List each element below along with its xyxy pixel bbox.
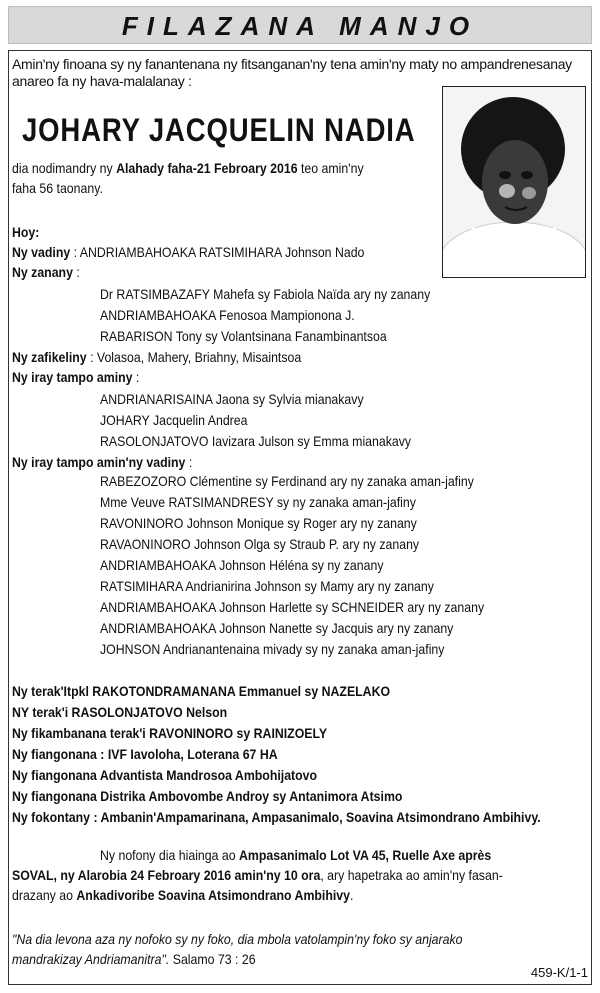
deceased-name: JOHARY JACQUELIN NADIA — [22, 112, 416, 148]
vadiny-value: : ANDRIAMBAHOAKA RATSIMIHARA Johnson Nado — [70, 244, 365, 260]
iray-tampo-vadiny-colon: : — [185, 454, 193, 470]
list-item: JOHARY Jacquelin Andrea — [100, 412, 248, 428]
funeral-l1-b: Ampasanimalo Lot VA 45, Ruelle Axe après — [239, 847, 492, 863]
vadiny-label: Ny vadiny — [12, 244, 71, 260]
funeral-l2-a: SOVAL, ny Alarobia 24 Febroary 2016 amin'ny 10 ora — [12, 867, 321, 883]
list-item: RATSIMIHARA Andrianirina Johnson sy Mamy ary ny zanany — [100, 578, 434, 594]
list-item: JOHNSON Andrianantenaina mivady sy ny zanaka aman-jafiny — [100, 641, 445, 657]
funeral-line-1 — [100, 847, 491, 864]
zanany-label: Ny zanany — [12, 264, 73, 280]
list-item: ANDRIANARISAINA Jaona sy Sylvia mianakavy — [100, 391, 364, 407]
reference-code: 459-K/1-1 — [530, 965, 588, 980]
organization-item: Ny fiangonana : IVF Iavoloha, Loterana 67 HA — [12, 746, 278, 762]
iray-tampo-vadiny-label: Ny iray tampo amin'ny vadiny — [12, 454, 186, 470]
zanany-colon: : — [72, 264, 80, 280]
organization-item: NY terak'i RASOLONJATOVO Nelson — [12, 704, 228, 720]
list-item: RAVAONINORO Johnson Olga sy Straub P. ary ny zanany — [100, 536, 420, 552]
zafikeliny-label: Ny zafikeliny — [12, 349, 87, 365]
funeral-line-3 — [12, 887, 353, 904]
list-item: ANDRIAMBAHOAKA Johnson Nanette sy Jacquis ary ny zanany — [100, 620, 454, 636]
list-item: ANDRIAMBAHOAKA Fenosoa Mampionona J. — [100, 307, 355, 323]
funeral-l3-a: drazany ao — [12, 887, 77, 903]
organization-fokontany: Ny fokontany : Ambanin'Ampamarinana, Ampasanimalo, Soavina Atsimondrano Ambihivy. — [12, 809, 541, 825]
header-title: FILAZANA MANJO — [121, 11, 479, 41]
death-line — [12, 160, 364, 177]
organization-item: Ny fiangonana Advantista Mandrosoa Ambohijatovo — [12, 767, 318, 783]
hoy-text: Hoy — [12, 224, 36, 240]
hoy-label: Hoy: — [12, 224, 40, 240]
zafikeliny-value: : Volasoa, Mahery, Briahny, Misaintsoa — [86, 349, 302, 365]
header-banner — [8, 6, 592, 44]
iray-tampo-vadiny-line — [12, 454, 192, 471]
zafikeliny-line — [12, 349, 301, 366]
death-prefix: dia nodimandry ny — [12, 160, 117, 176]
death-age: faha 56 taonany. — [12, 180, 103, 196]
zanany-line — [12, 264, 80, 281]
list-item: ANDRIAMBAHOAKA Johnson Harlette sy SCHNEIDER ary ny zanany — [100, 599, 485, 615]
quote-ref: Salamo 73 : 26 — [169, 951, 256, 967]
organizations-list — [12, 681, 541, 828]
organization-item — [12, 807, 541, 828]
organization-item: Ny terak'Itpkl RAKOTONDRAMANANA Emmanuel sy NAZELAKO — [12, 683, 391, 699]
iray-tampo-colon: : — [132, 369, 140, 385]
portrait-photo — [442, 86, 586, 278]
death-suffix: teo amin'ny — [297, 160, 364, 176]
organization-item: Ny fikambanana terak'i RAVONINORO sy RAINIZOELY — [12, 725, 328, 741]
list-item: RASOLONJATOVO Iavizara Julson sy Emma mianakavy — [100, 433, 412, 449]
quote-line-2 — [12, 951, 256, 968]
funeral-l3-b: Ankadivoribe Soavina Atsimondrano Ambihivy — [76, 887, 351, 903]
funeral-l1-a: Ny nofony dia hiainga ao — [100, 847, 240, 863]
zanany-list — [100, 284, 430, 347]
funeral-l2-b: , ary hapetraka ao amin'ny fasan- — [320, 867, 503, 883]
vadiny-line — [12, 244, 364, 261]
iray-tampo-label: Ny iray tampo aminy — [12, 369, 133, 385]
intro-text: Amin'ny finoana sy ny fanantenana ny fitsanganan'ny tena amin'ny maty no ampandrenesanay anareo fa ny hava-malalanay : — [12, 56, 572, 89]
quote-text: mandrakizay Andriamanitra". — [12, 951, 170, 967]
list-item: RABARISON Tony sy Volantsinana Fanambinantsoa — [100, 328, 387, 344]
portrait-image — [443, 87, 585, 277]
funeral-line-2 — [12, 867, 503, 884]
iray-tampo-line — [12, 369, 139, 386]
quote-line-1: "Na dia levona aza ny nofoko sy ny foko, dia mbola vatolampin'ny foko sy anjarako — [12, 931, 463, 947]
iray-tampo-vadiny-list — [100, 471, 484, 660]
funeral-l3-c: . — [350, 887, 354, 903]
death-date: Alahady faha-21 Febroary 2016 — [116, 160, 298, 176]
iray-tampo-list — [100, 389, 411, 452]
list-item: Dr RATSIMBAZAFY Mahefa sy Fabiola Naïda ary ny zanany — [100, 286, 431, 302]
list-item: Mme Veuve RATSIMANDRESY sy ny zanaka aman-jafiny — [100, 494, 416, 510]
list-item: RAVONINORO Johnson Monique sy Roger ary ny zanany — [100, 515, 417, 531]
list-item: RABEZOZORO Clémentine sy Ferdinand ary ny zanaka aman-jafiny — [100, 473, 474, 489]
list-item: ANDRIAMBAHOAKA Johnson Héléna sy ny zanany — [100, 557, 384, 573]
organization-item: Ny fiangonana Distrika Ambovombe Androy sy Antanimora Atsimo — [12, 788, 403, 804]
